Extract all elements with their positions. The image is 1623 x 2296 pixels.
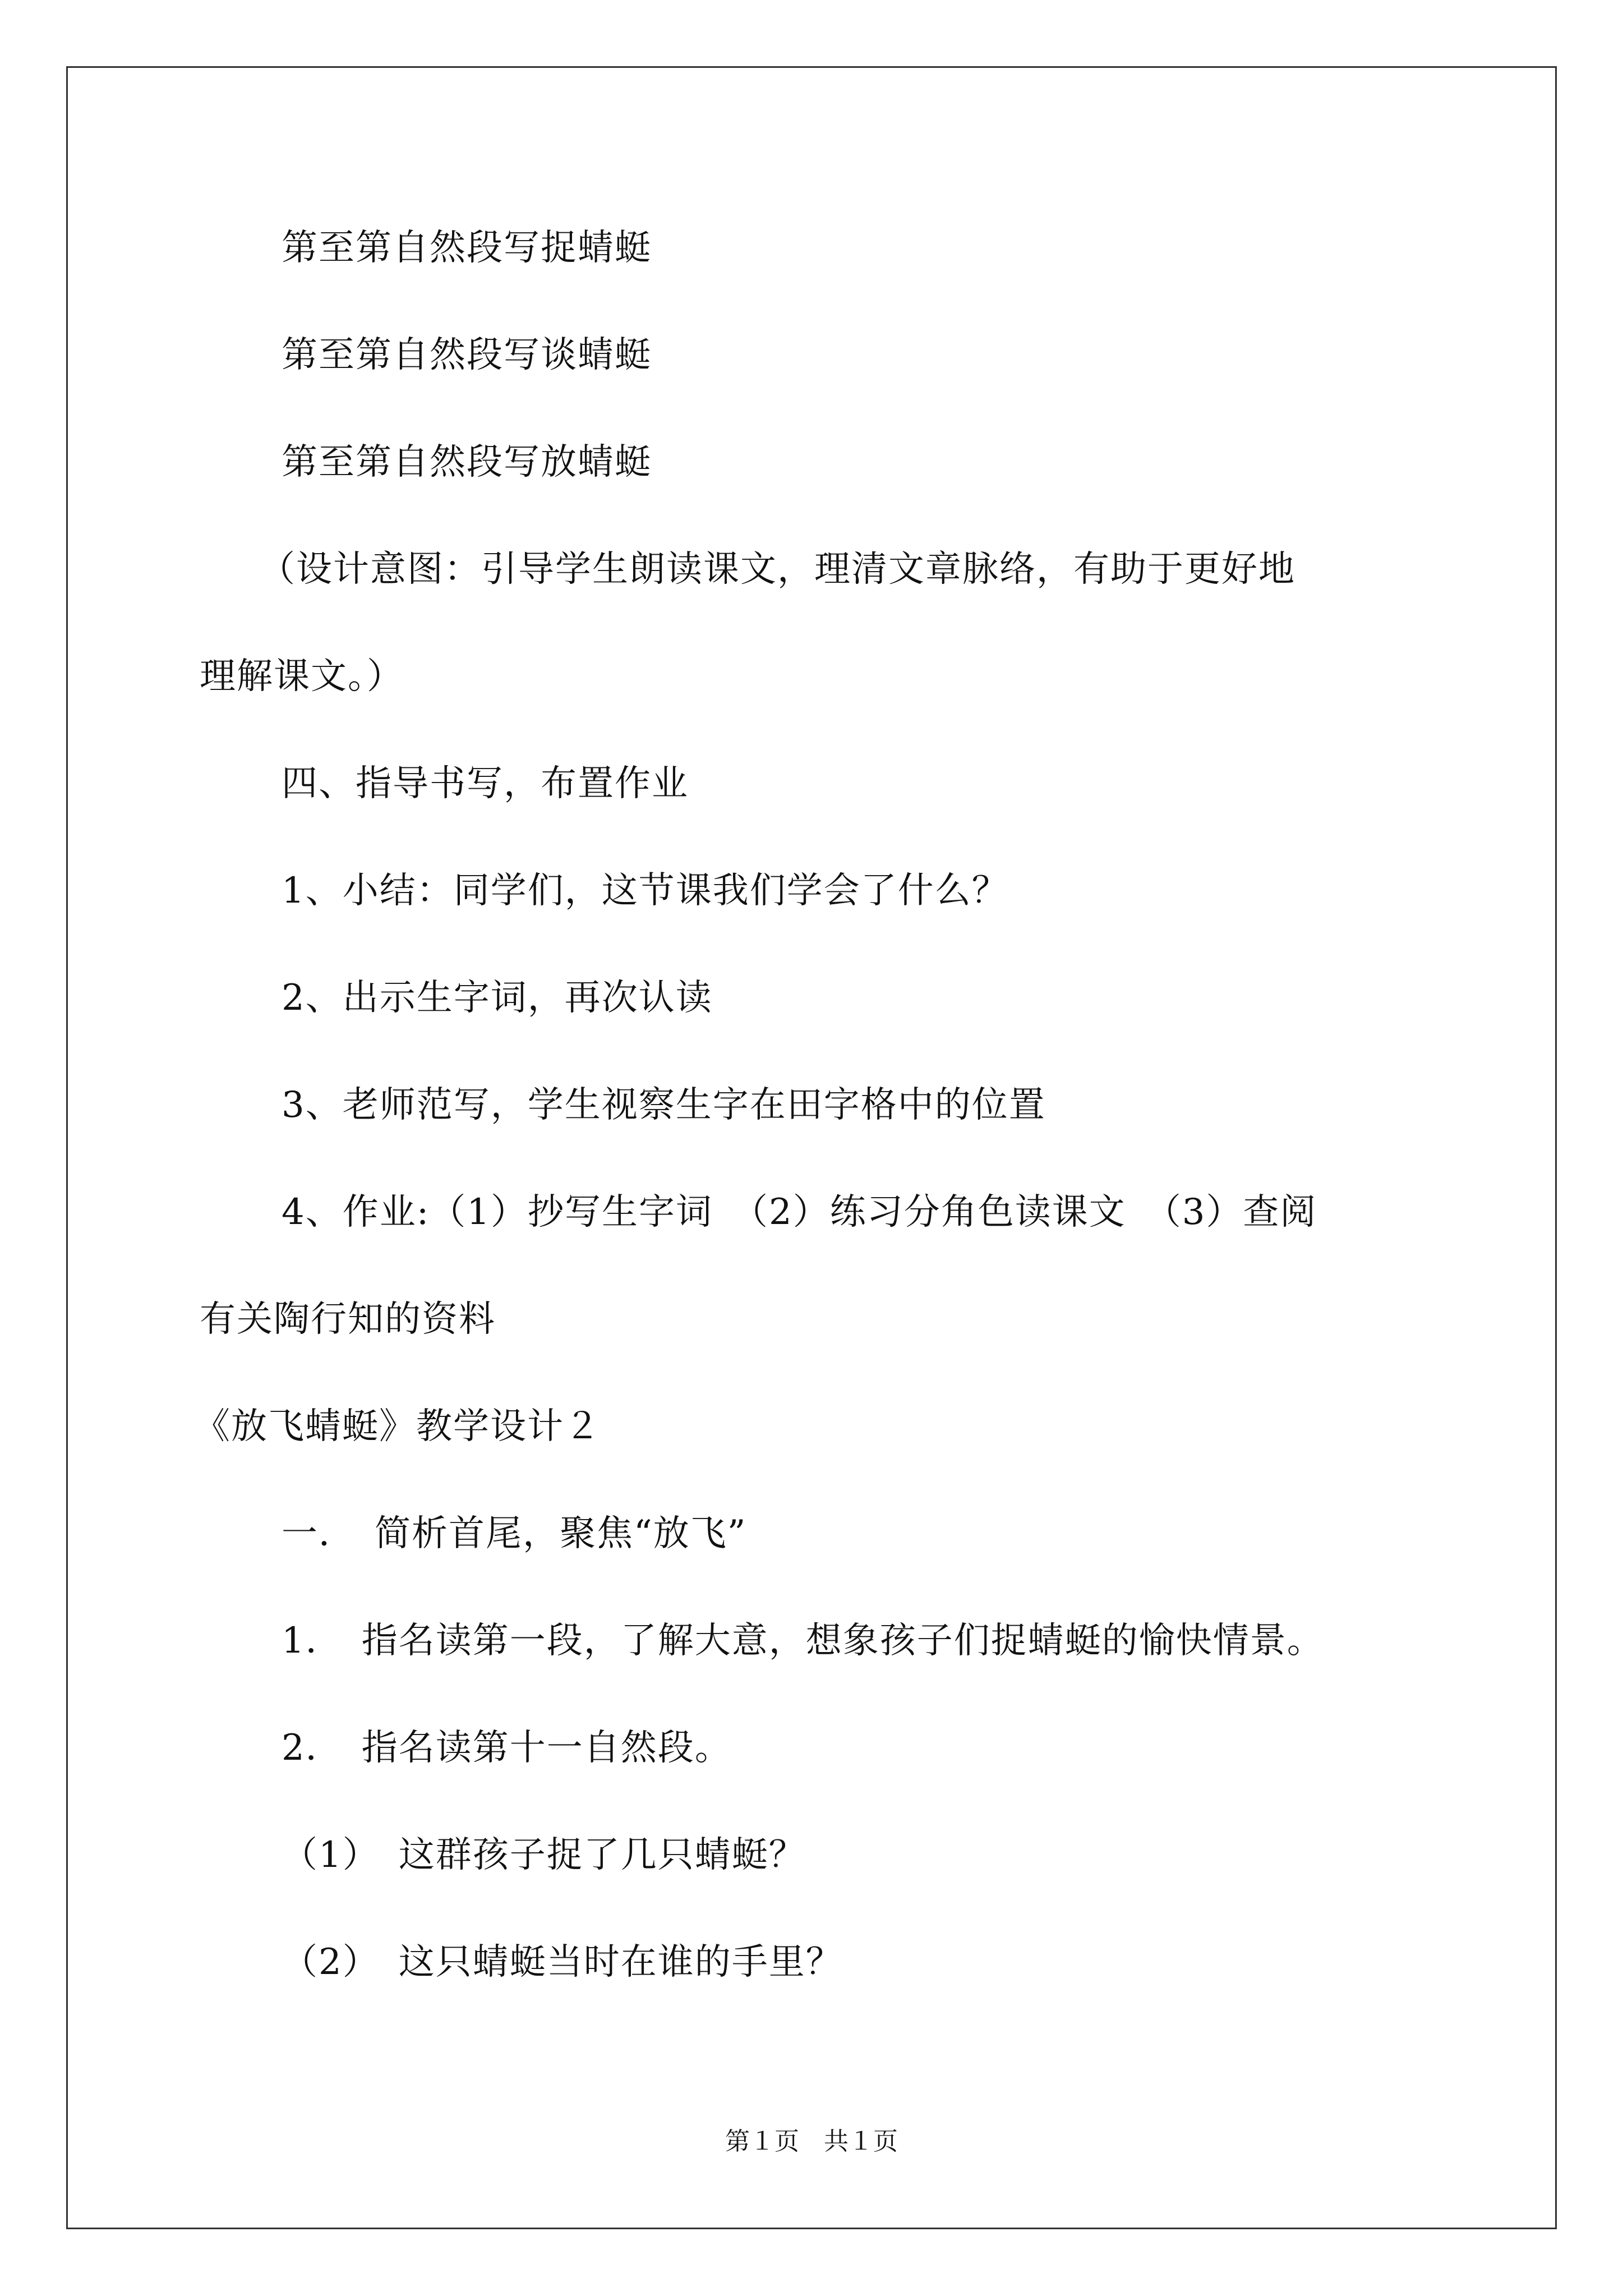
text-line-5: 理解课文。） <box>200 656 404 697</box>
text-line-11: 有关陶行知的资料 <box>200 1299 496 1340</box>
text-line-2: 第至第自然段写谈蜻蜓 <box>282 334 652 376</box>
text-line-10: 4、作业:（1）抄写生字词 （2）练习分角色读课文 （3）查阅 <box>282 1191 1317 1233</box>
text-line-7: 1、小结：同学们，这节课我们学会了什么？ <box>282 870 1009 912</box>
text-line-15: 2． 指名读第十一自然段。 <box>282 1727 732 1769</box>
section-title: 《放飞蜻蜓》教学设计２ <box>194 1406 601 1447</box>
text-line-17: （2） 这只蜻蜓当时在谁的手里？ <box>282 1941 843 1983</box>
text-line-8: 2、出示生字词，再次认读 <box>282 977 713 1019</box>
text-line-1: 第至第自然段写捉蜻蜓 <box>282 227 652 269</box>
page-footer: 第１页 共１页 <box>725 2127 898 2156</box>
text-line-14: 1． 指名读第一段，了解大意，想象孩子们捉蜻蜓的愉快情景。 <box>282 1620 1324 1662</box>
text-line-4: （设计意图：引导学生朗读课文，理清文章脉络，有助于更好地 <box>259 549 1295 590</box>
text-line-3: 第至第自然段写放蜻蜓 <box>282 441 652 483</box>
text-line-16: （1） 这群孩子捉了几只蜻蜓？ <box>282 1834 806 1876</box>
page-border <box>66 66 1557 2229</box>
text-line-9: 3、老师范写，学生视察生字在田字格中的位置 <box>282 1084 1046 1126</box>
text-line-13: 一． 简析首尾，聚焦“放飞” <box>282 1513 747 1554</box>
section-heading-four: 四、指导书写，布置作业 <box>282 763 689 804</box>
